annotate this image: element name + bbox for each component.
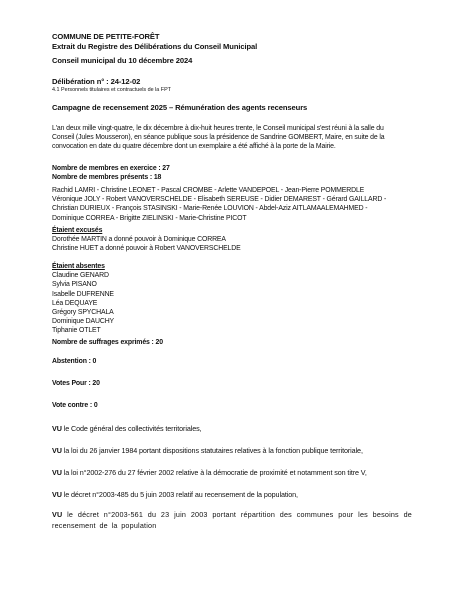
votes-cast: Nombre de suffrages exprimés : 20 — [52, 339, 163, 346]
intro-line: Conseil (Jules Mousseron), en séance publique sous la présidence de Sandrine GOMBERT, Maire, en suite de la — [52, 134, 385, 142]
deliberation-number: Délibération n° : 24-12-02 — [52, 77, 141, 86]
meeting-intro — [52, 124, 412, 152]
deliberation-reference — [52, 77, 412, 94]
vu-prefix: VU — [52, 510, 63, 519]
votes-abstention: Abstention : 0 — [52, 358, 97, 365]
votes-for: Votes Pour : 20 — [52, 380, 100, 387]
intro-line: L'an deux mille vingt-quatre, le dix décembre à dix-huit heures trente, le Conseil municipal s'est réuni à la salle du — [52, 125, 384, 132]
vu-prefix: VU — [52, 468, 62, 477]
vu-prefix: VU — [52, 446, 62, 455]
present-members-line: Véronique JOLY - Robert VANOVERSCHELDE - Elisabeth SEREUSE - Didier DEMAREST - Gérard GAILLARD - — [52, 196, 387, 204]
present-members-line: Dominique CORREA - Brigitte ZIELINSKI - Marie-Christine PICOT — [52, 214, 247, 222]
absent-item: Sylvia PISANO — [52, 281, 97, 289]
vu-text: le décret n°2003-485 du 5 juin 2003 relatif au recensement de la population, — [61, 490, 298, 499]
excused-title: Étaient excusés — [52, 227, 103, 234]
present-members-line: Christian DURIEUX - François STASINSKI - Marie-Renée LOUVION - Abdel-Aziz AITLAMAALEMAHMED - — [52, 205, 368, 213]
members-in-office: Nombre de membres en exercice : 27 — [52, 165, 170, 172]
vu-text: le décret n°2003-561 du 23 juin 2003 portant répartition des communes pour les besoins de recensement de la population — [52, 510, 412, 530]
absent-item: Tiphanie OTLET — [52, 327, 101, 335]
intro-line: convocation en date du quatre décembre dont un exemplaire a été affiché à la porte de la Mairie. — [52, 143, 336, 151]
commune-name: COMMUNE DE PETITE-FORÊT — [52, 32, 160, 41]
present-members-line: Rachid LAMRI - Christine LEONET - Pascal CROMBE - Arlette VANDEPOEL - Jean-Pierre POMMERDLE — [52, 187, 365, 194]
legal-basis-item — [52, 445, 412, 456]
vu-prefix: VU — [52, 424, 62, 433]
present-members-list — [52, 186, 412, 223]
excused-item: Dorothée MARTIN a donné pouvoir à Dominique CORREA — [52, 236, 226, 244]
register-extract-title: Extrait du Registre des Délibérations du Conseil Municipal — [52, 42, 258, 51]
vu-text: la loi n°2002-276 du 27 février 2002 relative à la démocratie de proximité et notamment son titre V, — [61, 468, 367, 477]
absent-item: Dominique DAUCHY — [52, 318, 115, 326]
absent-item: Grégory SPYCHALA — [52, 309, 114, 317]
votes-against: Vote contre : 0 — [52, 402, 98, 409]
members-present: Nombre de membres présents : 18 — [52, 174, 162, 182]
deliberation-category: 4.1 Personnels titulaires et contractuels de la FPT — [52, 87, 171, 93]
document-header — [52, 32, 412, 52]
absent-section — [52, 262, 412, 336]
vu-prefix: VU — [52, 490, 62, 499]
vu-text: le Code général des collectivités territoriales, — [61, 424, 202, 433]
legal-basis-item — [52, 423, 412, 434]
absent-title: Étaient absentes — [52, 263, 105, 270]
legal-basis-item — [52, 489, 412, 500]
excused-section — [52, 226, 412, 254]
vu-text: la loi du 26 janvier 1984 portant dispositions statutaires relatives à la fonction publique territoriale, — [61, 446, 363, 455]
meeting-date: Conseil municipal du 10 décembre 2024 — [52, 56, 193, 65]
member-counts — [52, 164, 412, 182]
absent-item: Isabelle DUFRENNE — [52, 290, 114, 298]
legal-basis-item — [52, 509, 412, 531]
absent-item: Léa DEQUAYE — [52, 299, 98, 307]
excused-item: Christine HUET a donné pouvoir à Robert VANOVERSCHELDE — [52, 245, 241, 253]
legal-basis-item — [52, 467, 412, 478]
deliberation-subject: Campagne de recensement 2025 – Rémunération des agents recenseurs — [52, 103, 308, 112]
absent-item: Claudine GENARD — [52, 272, 109, 280]
